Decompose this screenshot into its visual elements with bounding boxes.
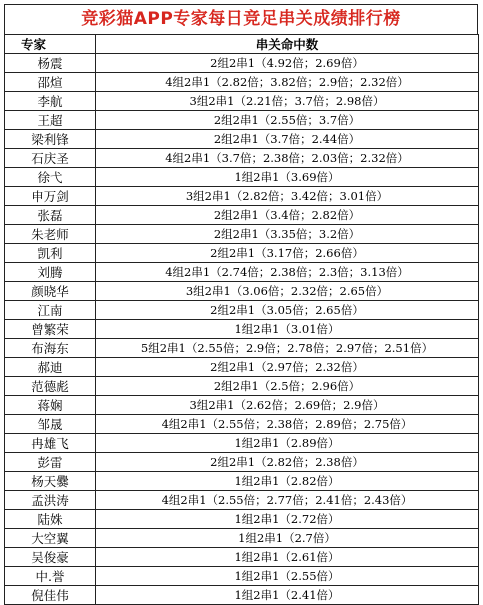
expert-name: 吴俊豪 <box>5 548 96 567</box>
expert-name: 朱老师 <box>5 225 96 244</box>
table-row <box>5 396 479 415</box>
table-row <box>5 510 479 529</box>
expert-name: 王超 <box>5 111 96 130</box>
expert-name: 大空翼 <box>5 529 96 548</box>
table-body <box>5 54 479 605</box>
hit-result: 2组2串1（2.5倍；2.96倍） <box>96 377 479 396</box>
table-row <box>5 472 479 491</box>
table-row <box>5 453 479 472</box>
expert-name: 陆姝 <box>5 510 96 529</box>
table-row <box>5 491 479 510</box>
expert-name: 梁利锋 <box>5 130 96 149</box>
column-header-result: 串关命中数 <box>96 35 479 54</box>
expert-name: 蒋娴 <box>5 396 96 415</box>
table-row <box>5 567 479 586</box>
table-row <box>5 320 479 339</box>
hit-result: 1组2串1（2.7倍） <box>96 529 479 548</box>
hit-result: 1组2串1（2.55倍） <box>96 567 479 586</box>
table-row <box>5 225 479 244</box>
expert-name: 杨天爨 <box>5 472 96 491</box>
expert-name: 徐弋 <box>5 168 96 187</box>
expert-name: 冉雄飞 <box>5 434 96 453</box>
table-row <box>5 301 479 320</box>
expert-name: 彭雷 <box>5 453 96 472</box>
hit-result: 2组2串1（3.35倍；3.2倍） <box>96 225 479 244</box>
hit-result: 2组2串1（2.55倍；3.7倍） <box>96 111 479 130</box>
expert-name: 凯利 <box>5 244 96 263</box>
table-row <box>5 149 479 168</box>
table-row <box>5 263 479 282</box>
expert-name: 曾繁荣 <box>5 320 96 339</box>
table-row <box>5 206 479 225</box>
ranking-sheet <box>4 4 478 605</box>
table-row <box>5 92 479 111</box>
header-row <box>5 35 479 54</box>
table-row <box>5 244 479 263</box>
table-row <box>5 111 479 130</box>
expert-name: 刘腾 <box>5 263 96 282</box>
expert-name: 张磊 <box>5 206 96 225</box>
table-row <box>5 415 479 434</box>
ranking-table <box>4 34 479 605</box>
hit-result: 1组2串1（2.41倍） <box>96 586 479 605</box>
hit-result: 3组2串1（2.21倍；3.7倍；2.98倍） <box>96 92 479 111</box>
page-title: 竞彩猫APP专家每日竞足串关成绩排行榜 <box>4 4 478 34</box>
hit-result: 4组2串1（2.55倍；2.38倍；2.89倍；2.75倍） <box>96 415 479 434</box>
expert-name: 石庆圣 <box>5 149 96 168</box>
hit-result: 3组2串1（3.06倍；2.32倍；2.65倍） <box>96 282 479 301</box>
hit-result: 2组2串1（3.05倍；2.65倍） <box>96 301 479 320</box>
hit-result: 1组2串1（2.82倍） <box>96 472 479 491</box>
hit-result: 2组2串1（4.92倍；2.69倍） <box>96 54 479 73</box>
expert-name: 倪佳伟 <box>5 586 96 605</box>
table-row <box>5 434 479 453</box>
expert-name: 颜晓华 <box>5 282 96 301</box>
hit-result: 4组2串1（3.7倍；2.38倍；2.03倍；2.32倍） <box>96 149 479 168</box>
table-row <box>5 282 479 301</box>
expert-name: 杨震 <box>5 54 96 73</box>
expert-name: 申万剑 <box>5 187 96 206</box>
expert-name: 孟洪涛 <box>5 491 96 510</box>
expert-name: 范德彪 <box>5 377 96 396</box>
table-row <box>5 358 479 377</box>
hit-result: 4组2串1（2.74倍；2.38倍；2.3倍；3.13倍） <box>96 263 479 282</box>
hit-result: 3组2串1（2.62倍；2.69倍；2.9倍） <box>96 396 479 415</box>
hit-result: 4组2串1（2.55倍；2.77倍；2.41倍；2.43倍） <box>96 491 479 510</box>
table-row <box>5 339 479 358</box>
hit-result: 2组2串1（2.97倍；2.32倍） <box>96 358 479 377</box>
table-row <box>5 73 479 92</box>
hit-result: 5组2串1（2.55倍；2.9倍；2.78倍；2.97倍；2.51倍） <box>96 339 479 358</box>
expert-name: 郝迪 <box>5 358 96 377</box>
hit-result: 3组2串1（2.82倍；3.42倍；3.01倍） <box>96 187 479 206</box>
expert-name: 江南 <box>5 301 96 320</box>
expert-name: 李航 <box>5 92 96 111</box>
table-row <box>5 529 479 548</box>
hit-result: 1组2串1（3.69倍） <box>96 168 479 187</box>
table-row <box>5 187 479 206</box>
table-row <box>5 54 479 73</box>
table-row <box>5 130 479 149</box>
expert-name: 邵煊 <box>5 73 96 92</box>
table-row <box>5 377 479 396</box>
expert-name: 邹晟 <box>5 415 96 434</box>
hit-result: 1组2串1（2.89倍） <box>96 434 479 453</box>
column-header-expert: 专家 <box>5 35 96 54</box>
table-row <box>5 586 479 605</box>
hit-result: 2组2串1（2.82倍；2.38倍） <box>96 453 479 472</box>
hit-result: 1组2串1（2.61倍） <box>96 548 479 567</box>
expert-name: 中.誉 <box>5 567 96 586</box>
hit-result: 1组2串1（2.72倍） <box>96 510 479 529</box>
hit-result: 2组2串1（3.4倍；2.82倍） <box>96 206 479 225</box>
expert-name: 布海东 <box>5 339 96 358</box>
table-row <box>5 168 479 187</box>
hit-result: 1组2串1（3.01倍） <box>96 320 479 339</box>
hit-result: 4组2串1（2.82倍；3.82倍；2.9倍；2.32倍） <box>96 73 479 92</box>
table-row <box>5 548 479 567</box>
hit-result: 2组2串1（3.17倍；2.66倍） <box>96 244 479 263</box>
hit-result: 2组2串1（3.7倍；2.44倍） <box>96 130 479 149</box>
